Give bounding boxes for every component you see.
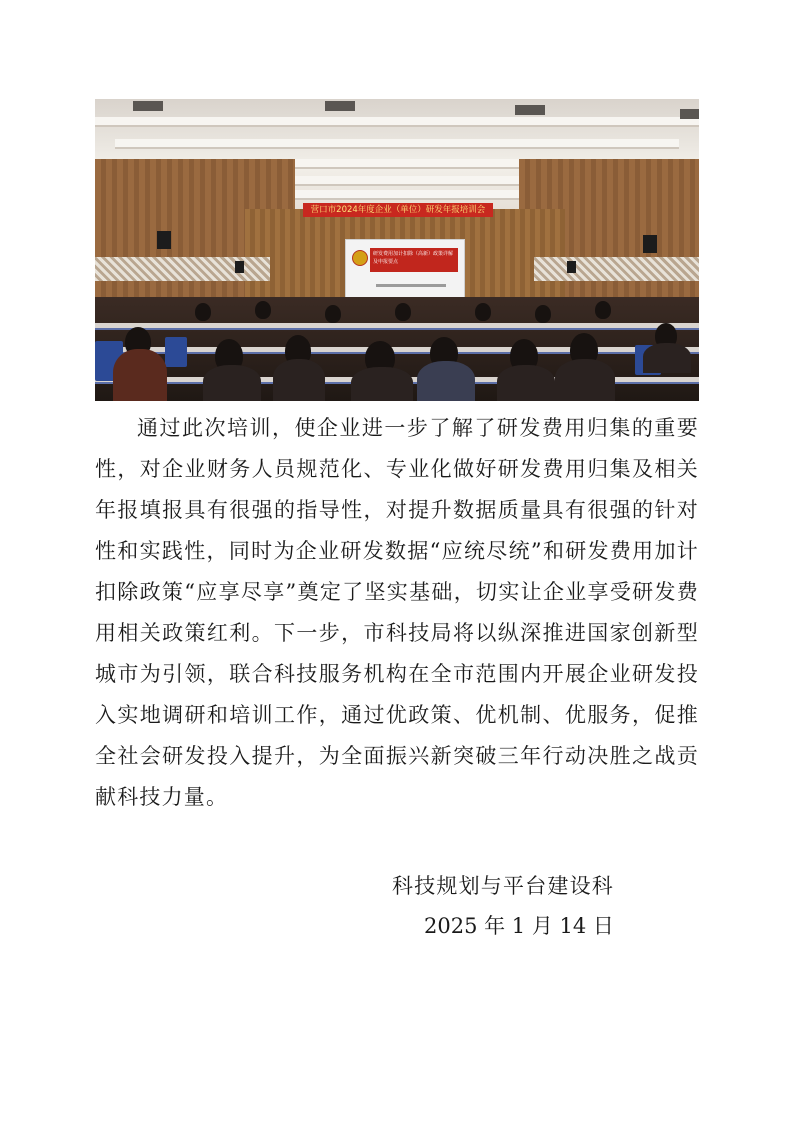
attendee [273,359,325,401]
ceiling-vent [680,109,699,119]
attendee [195,303,211,321]
attendee [395,303,411,321]
desk-row [95,323,699,330]
attendee [535,305,551,323]
attendee [475,303,491,321]
attendee [351,367,413,401]
attendee [555,359,615,401]
projection-screen [345,239,465,301]
speaker [567,261,576,273]
ceiling-vent [325,101,355,111]
document-date: 2025 年 1 月 14 日 [424,914,614,938]
attendee [595,301,611,319]
meeting-banner: 营口市2024年度企业（单位）研发年报培训会 [303,203,493,217]
chair [165,337,187,367]
speaker [643,235,657,253]
tax-emblem-icon [352,250,368,266]
attendee [203,365,261,401]
ceiling-beam [115,139,679,149]
body-paragraph: 通过此次培训，使企业进一步了解了研发费用归集的重要性，对企业财务人员规范化、专业化做好研发费用归集及相关年报填报具有很强的指导性，对提升数据质量具有很强的针对性和实践性，同时为企业研发数据“应统尽统”和研发费用加计扣除政策“应享尽享”奠定了坚实基础，切实让企业享受研发费用相关政策红利。下一步，市科技局将以纵深推进国家创新型城市为引领，联合科技服务机构在全市范围内开展企业研发投入实地调研和培训工作，通过优政策、优机制、优服务，促推全社会研发投入提升，为全面振兴新突破三年行动决胜之战贡献科技力量。 [95,416,699,809]
attendee [643,343,691,373]
training-meeting-photo [95,99,699,401]
screen-footer-line [376,284,446,287]
attendee [325,305,341,323]
screen-title: 研发费用加计扣除（高新）政策详解及申报要点 [370,248,458,272]
ceiling-beam [95,117,699,127]
audience-area [95,297,699,401]
ceiling-vent [133,101,163,111]
attendee [417,361,475,401]
ceiling-vent [515,105,545,115]
speaker [235,261,244,273]
speaker [157,231,171,249]
wall-lattice [534,257,699,281]
department-signature: 科技规划与平台建设科 [392,874,614,898]
attendee [255,301,271,319]
attendee [113,349,167,401]
attendee [497,365,555,401]
